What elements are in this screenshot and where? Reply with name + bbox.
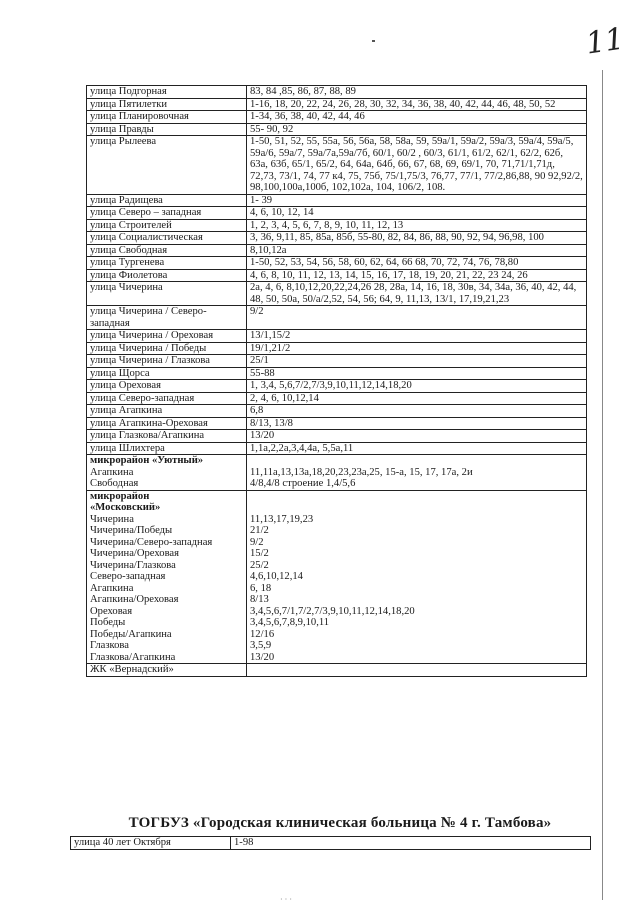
street-cell: улица Фиолетова [87,269,247,282]
table-row [87,232,587,245]
street-cell: улица Щорса [87,367,247,380]
moskovsky-houses: 8/13 [250,594,269,605]
street-cell: улица Чичерина / Северо- западная [87,306,247,330]
houses-cell: 4, 6, 10, 12, 14 [247,207,587,220]
uyutny-title: микрорайон «Уютный» [90,455,204,466]
table-row [87,417,587,430]
moskovsky-houses: 11,13,17,19,23 [250,513,314,525]
houses-cell: 13/20 [247,430,587,443]
moskovsky-houses: 9/2 [250,536,264,548]
houses-cell: 13/1,15/2 [247,330,587,343]
table-row [87,136,587,195]
table-row [87,219,587,232]
moskovsky-street: Северо-западная [90,571,166,582]
houses-cell: 8/13, 13/8 [247,417,587,430]
street-cell: улица Агапкина [87,405,247,418]
vernadsky-row [87,664,587,677]
street-cell: улица Тургенева [87,257,247,270]
street-cell: улица Чичерина / Ореховая [87,330,247,343]
moskovsky-houses-cell [247,490,587,664]
moskovsky-street: Агапкина/Ореховая [90,594,179,605]
houses-cell: 19/1,21/2 [247,342,587,355]
table-row [87,244,587,257]
table-row [87,392,587,405]
moskovsky-street: Ореховая [90,605,133,617]
street-cell: улица Чичерина / Глазкова [87,355,247,368]
table-row [87,194,587,207]
table-row [87,380,587,393]
table-row [87,123,587,136]
street-cell: улица 40 лет Октября [71,837,231,850]
houses-cell: 1-50, 52, 53, 54, 56, 58, 60, 62, 64, 66 68, 70, 72, 74, 76, 78,80 [247,257,587,270]
scan-specks: · · · [280,895,292,904]
table-row [87,207,587,220]
houses-cell: 55- 90, 92 [247,123,587,136]
table-row [87,257,587,270]
uyutny-houses-cell [247,455,587,491]
margin-line [602,70,603,900]
ink-dot [372,40,375,42]
table-row [71,837,591,850]
houses-cell: 4, 6, 8, 10, 11, 12, 13, 14, 15, 16, 17, 18, 19, 20, 21, 22, 23 24, 26 [247,269,587,282]
street-cell: улица Пятилетки [87,98,247,111]
street-cell: улица Подгорная [87,86,247,99]
houses-cell: 83, 84 ,85, 86, 87, 88, 89 [247,86,587,99]
moskovsky-street: Агапкина [90,582,134,594]
street-cell: улица Шлихтера [87,442,247,455]
uyutny-street: Свободная [90,478,139,489]
table-row [87,282,587,306]
moskovsky-houses: 3,5,9 [250,640,272,651]
moskovsky-street: Чичерина/Ореховая [90,548,180,559]
moskovsky-street: Победы [90,617,126,628]
table-row [87,355,587,368]
street-cell: улица Ореховая [87,380,247,393]
address-table-body [87,86,587,455]
houses-cell: 1-50, 51, 52, 55, 55а, 56, 56а, 58, 58а, 59, 59а/1, 59а/2, 59а/3, 59а/4, 59а/5, 59а/6, 59а/7, 59а/7а,59а/7б, 60/1, 60/2 , 60/3, 61/1, 61/2, 62/1, 62/2, 62б, 63а, 63б, 65/1, 65/2, 64, 64а, 64б, 66, 67, 68, 69, 69/1, 70, 71,71/1,71д, 72,73, 73/1, 74, 77 к4, 75, 75б, 75/1,75/3, 76,77, 77/1, 77/2,86,88, 90 92,92/2, 98,100,100а,100б, 102,102а, 104, 106/2, 108. [247,136,587,195]
street-cell: улица Свободная [87,244,247,257]
street-cell: улица Северо-западная [87,392,247,405]
houses-cell: 1, 2, 3, 4, 5, 6, 7, 8, 9, 10, 11, 12, 13 [247,219,587,232]
houses-cell: 55-88 [247,367,587,380]
street-cell: улица Строителей [87,219,247,232]
houses-cell: 9/2 [247,306,587,330]
hospital-address-table [70,836,591,850]
street-cell: улица Правды [87,123,247,136]
street-cell: улица Социалистическая [87,232,247,245]
moskovsky-houses: 3,4,5,6,7/1,7/2,7/3,9,10,11,12,14,18,20 [250,605,415,617]
uyutny-houses: 4/8,4/8 строение 1,4/5,6 [250,478,356,489]
houses-cell: 6,8 [247,405,587,418]
table-row [87,330,587,343]
moskovsky-street: Чичерина/Северо-западная [90,536,213,548]
street-cell: улица Чичерина [87,282,247,306]
vernadsky-cell: ЖК «Вернадский» [87,664,247,677]
table-row [87,269,587,282]
houses-cell: 1-16, 18, 20, 22, 24, 26, 28, 30, 32, 34, 36, 38, 40, 42, 44, 46, 48, 50, 52 [247,98,587,111]
moskovsky-row [87,490,587,664]
moskovsky-houses: 12/16 [250,628,275,640]
moskovsky-houses: 15/2 [250,548,269,559]
moskovsky-houses: 25/2 [250,559,269,571]
street-cell: улица Чичерина / Победы [87,342,247,355]
houses-cell: 2а, 4, 6, 8,10,12,20,22,24,26 28, 28а, 14, 16, 18, 30в, 34, 34а, 36, 40, 42, 44, 48, 50, 50а, 50/а/2,52, 54, 56; 64, 9, 11,13, 13/1, 17,19,21,23 [247,282,587,306]
moskovsky-street: Победы/Агапкина [90,628,172,640]
houses-cell: 3, 36, 9,11, 85, 85а, 85б, 55-80, 82, 84, 86, 88, 90, 92, 94, 96,98, 100 [247,232,587,245]
table-row [87,86,587,99]
street-cell: улица Радищева [87,194,247,207]
uyutny-street-cell [87,455,247,491]
page-number: 11 [583,21,627,62]
table-row [87,430,587,443]
street-cell: улица Агапкина-Ореховая [87,417,247,430]
houses-cell: 1- 39 [247,194,587,207]
table-row [87,111,587,124]
moskovsky-street: Чичерина [90,513,134,525]
houses-cell: 1-34, 36, 38, 40, 42, 44, 46 [247,111,587,124]
table-row [87,342,587,355]
moskovsky-houses: 21/2 [250,525,269,536]
moskovsky-street: Чичерина/Победы [90,525,173,536]
moskovsky-street-cell [87,490,247,664]
moskovsky-title: микрорайон [90,490,150,502]
houses-cell: 1,1а,2,2а,3,4,4а, 5,5а,11 [247,442,587,455]
table-row [87,98,587,111]
houses-cell: 2, 4, 6, 10,12,14 [247,392,587,405]
uyutny-row [87,455,587,491]
houses-cell: 1, 3,4, 5,6,7/2,7/3,9,10,11,12,14,18,20 [247,380,587,393]
uyutny-street: Агапкина [90,466,134,478]
table-row [87,367,587,380]
address-table [86,85,587,677]
street-cell: улица Рылеева [87,136,247,195]
hospital-address-body [71,837,591,850]
table-row [87,306,587,330]
uyutny-houses: 11,11а,13,13а,18,20,23,23а,25, 15-а, 15, 17, 17а, 2и [250,466,473,478]
moskovsky-houses: 6, 18 [250,582,272,594]
moskovsky-houses: 3,4,5,6,7,8,9,10,11 [250,617,330,628]
hospital-heading: ТОГБУЗ «Городская клиническая больница № 4 г. Тамбова» [128,815,552,831]
moskovsky-houses: 4,6,10,12,14 [250,571,303,582]
table-row [87,442,587,455]
table-row [87,405,587,418]
moskovsky-street: Глазкова/Агапкина [90,651,176,663]
moskovsky-street: Чичерина/Глазкова [90,559,176,571]
vernadsky-houses-cell [247,664,587,677]
moskovsky-title: «Московский» [90,502,161,513]
moskovsky-houses: 13/20 [250,651,275,663]
street-cell: улица Глазкова/Агапкина [87,430,247,443]
street-cell: улица Планировочная [87,111,247,124]
houses-cell: 8,10,12а [247,244,587,257]
houses-cell: 25/1 [247,355,587,368]
moskovsky-street: Глазкова [90,640,129,651]
street-cell: улица Северо – западная [87,207,247,220]
houses-cell: 1-98 [231,837,591,850]
